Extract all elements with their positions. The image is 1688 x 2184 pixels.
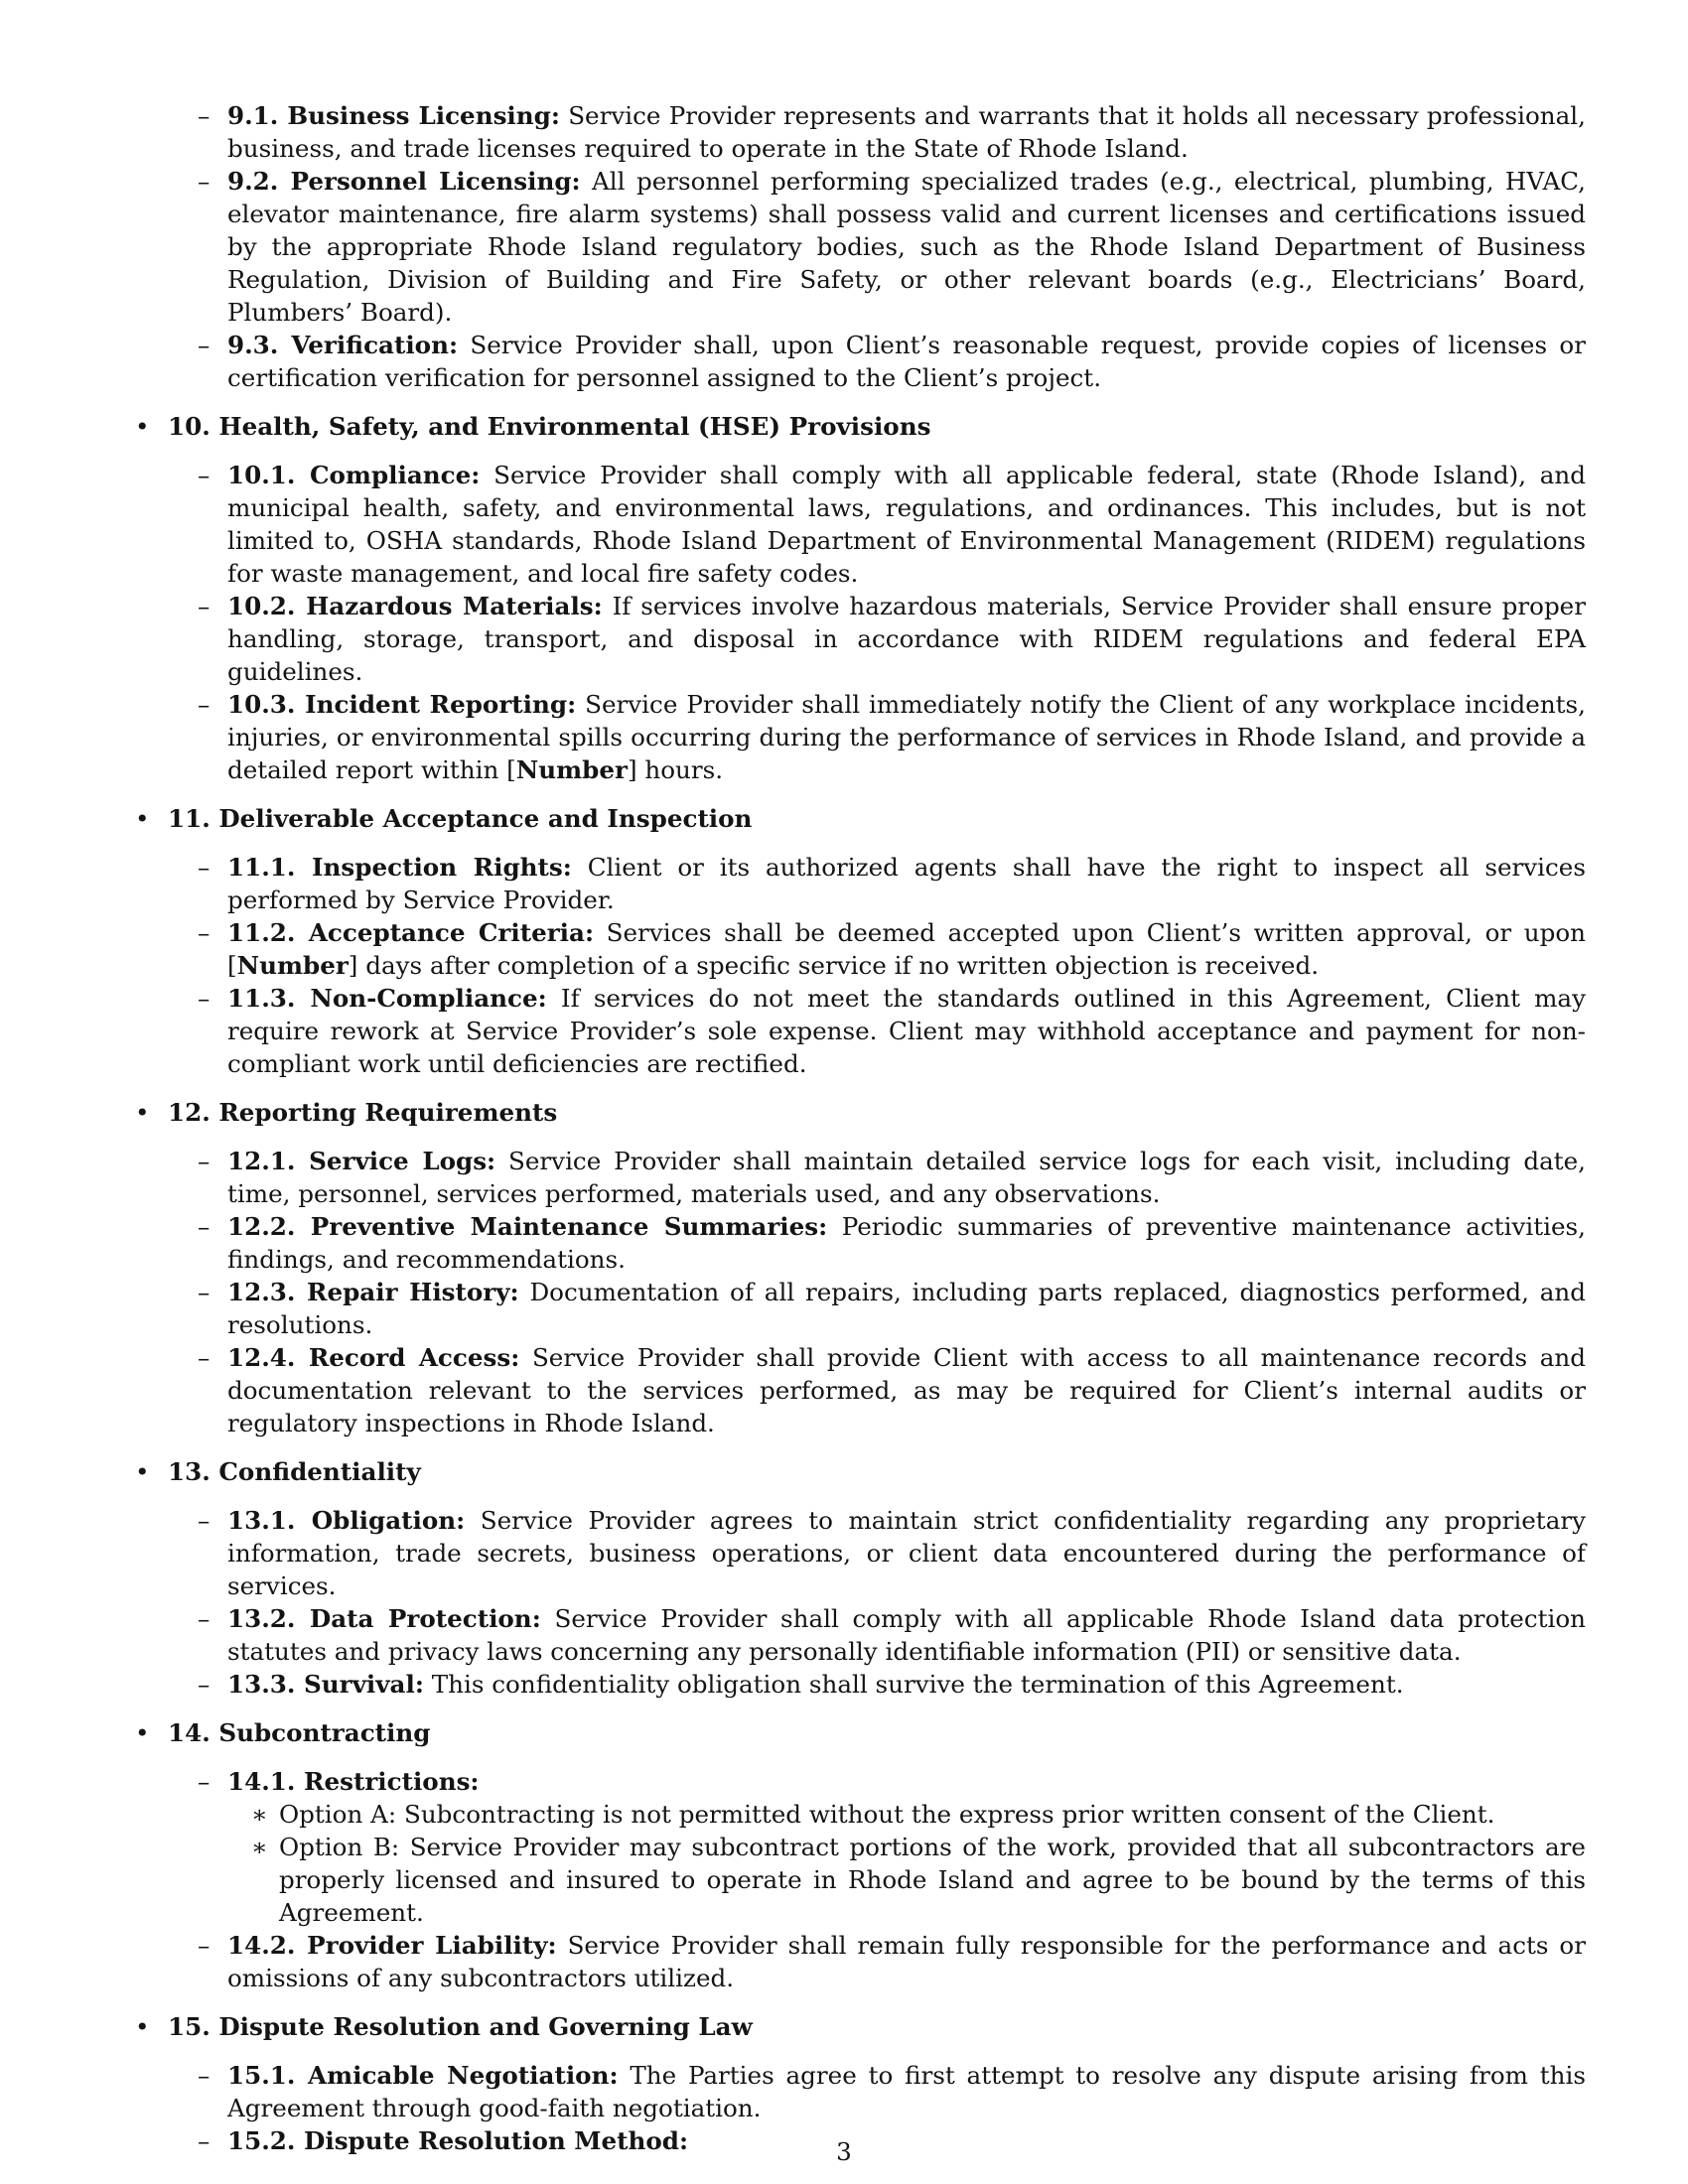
clause-list bbox=[168, 1145, 1586, 1439]
clause-text: All personnel performing specialized trades (e.g., electrical, plumbing, HVAC, elevator maintenance, fire alarm systems) shall possess valid and current licenses and certifications issued by the appropriate Rhode Island regulatory bodies, such as the Rhode Island Department of Business Regulation, Division of Building and Fire Safety, or other relevant boards (e.g., Electricians’ Board, Plumbers’ Board). bbox=[227, 167, 1586, 327]
page-content bbox=[135, 99, 1586, 2173]
clause-text: Service Provider agrees to maintain strict confidentiality regarding any proprietary information, trade secrets, business operations, or client data encountered during the performance of services. bbox=[227, 1506, 1587, 1600]
clause-text: If services do not meet the standards outlined in this Agreement, Client may require rework at Service Provider’s sole expense. Client may withhold acceptance and payment for non-compliant work until deficiencies are rectified. bbox=[227, 984, 1586, 1078]
dash-marker: – bbox=[198, 1506, 211, 1535]
clause-label: 9.3. Verification: bbox=[227, 331, 459, 359]
clause-text: Documentation of all repairs, including parts replaced, diagnostics performed, and resolutions. bbox=[227, 1278, 1587, 1339]
clause-label: 10.1. Compliance: bbox=[227, 461, 481, 489]
clause-item bbox=[198, 1602, 1586, 1668]
clause-text: If services involve hazardous materials, Service Provider shall ensure proper handling, storage, transport, and disposal in accordance with RIDEM regulations and federal EPA guidelines. bbox=[227, 592, 1586, 686]
dash-marker: – bbox=[198, 1147, 211, 1175]
dash-marker: – bbox=[198, 1604, 211, 1633]
clause-text: The Parties agree to first attempt to resolve any dispute arising from this Agreement through good-faith negotiation. bbox=[227, 2061, 1586, 2122]
dash-marker: – bbox=[198, 853, 211, 882]
clause-text: Service Provider shall, upon Client’s reasonable request, provide copies of licenses or certification verification for personnel assigned to the Client’s project. bbox=[227, 331, 1586, 392]
dash-marker: – bbox=[198, 167, 211, 196]
clause-item bbox=[198, 1668, 1586, 1701]
clause-item bbox=[198, 1210, 1586, 1276]
dash-marker: – bbox=[198, 1343, 211, 1372]
clause-item: – 10.3. Incident Reporting: Service Provider shall immediately notify the Client of any workplace incidents, injuries, or environmental spills occurring during the performance of services in Rhode Island, and provide a detailed report within [Number] hours. bbox=[198, 690, 1586, 784]
clause-label: 12.4. Record Access: bbox=[227, 1343, 520, 1372]
clause-item bbox=[198, 1929, 1586, 1994]
dash-marker: – bbox=[198, 984, 211, 1013]
star-marker: ∗ bbox=[251, 1833, 268, 1861]
bullet-marker: • bbox=[135, 1457, 150, 1486]
dash-marker: – bbox=[198, 690, 211, 719]
clause-text: Service Provider shall remain fully responsible for the performance and acts or omissions of any subcontractors utilized. bbox=[227, 1931, 1586, 1992]
clause-list bbox=[168, 99, 1586, 394]
placeholder-field: Number bbox=[515, 755, 628, 784]
clause-label: 13.3. Survival: bbox=[227, 1670, 424, 1699]
clause-text: Service Provider shall immediately notify the Client of any workplace incidents, injuries, or environmental spills occurring during the performance of services in Rhode Island, and provide a detailed report within bbox=[227, 690, 1586, 784]
page-number: 3 bbox=[836, 2137, 852, 2166]
option-text: Option A: Subcontracting is not permitted without the express prior written consent of the Client. bbox=[279, 1800, 1495, 1829]
dash-marker: – bbox=[198, 101, 211, 130]
dash-marker: – bbox=[198, 1767, 211, 1796]
section-title: 15. Dispute Resolution and Governing Law bbox=[168, 2012, 753, 2041]
option-list bbox=[227, 1798, 1586, 1929]
clause-list bbox=[168, 1765, 1586, 1994]
clause-label: 12.2. Preventive Maintenance Summaries: bbox=[227, 1212, 828, 1241]
clause-item bbox=[198, 1341, 1586, 1439]
bullet-marker: • bbox=[135, 412, 150, 441]
clause-item bbox=[198, 1145, 1586, 1210]
dash-marker: – bbox=[198, 2126, 211, 2155]
clause-item bbox=[198, 982, 1586, 1080]
bullet-marker: • bbox=[135, 804, 150, 833]
clause-label: 13.2. Data Protection: bbox=[227, 1604, 541, 1633]
clause-label: 9.1. Business Licensing: bbox=[227, 101, 560, 130]
clause-list bbox=[168, 1504, 1586, 1701]
section bbox=[135, 1455, 1586, 1701]
section-title: 11. Deliverable Acceptance and Inspection bbox=[168, 804, 753, 833]
clause-item bbox=[198, 329, 1586, 394]
dash-marker: – bbox=[198, 1278, 211, 1306]
clause-label: 14.1. Restrictions: bbox=[227, 1767, 480, 1796]
clause-label: 15.2. Dispute Resolution Method: bbox=[227, 2126, 689, 2155]
option-item bbox=[251, 1798, 1586, 1831]
clause-list bbox=[168, 459, 1586, 786]
clause-item: – 11.2. Acceptance Criteria: Services shall be deemed accepted upon Client’s written approval, or upon [Number] days after completion of a specific service if no written objection is received. bbox=[198, 918, 1586, 980]
clause-item bbox=[198, 851, 1586, 916]
clause-text: Periodic summaries of preventive maintenance activities, findings, and recommendations. bbox=[227, 1212, 1586, 1274]
section bbox=[135, 1096, 1586, 1439]
clause-text: Services shall be deemed accepted upon Client’s written approval, or upon bbox=[606, 918, 1586, 947]
clause-item bbox=[198, 99, 1586, 165]
section bbox=[135, 410, 1586, 786]
dash-marker: – bbox=[198, 1670, 211, 1699]
clause-label: 11.2. Acceptance Criteria: bbox=[227, 918, 595, 947]
option-item bbox=[251, 1831, 1586, 1929]
clause-list bbox=[168, 851, 1586, 1080]
clause-item bbox=[198, 165, 1586, 329]
section-title: 13. Confidentiality bbox=[168, 1457, 421, 1486]
clause-item bbox=[198, 459, 1586, 590]
bullet-marker: • bbox=[135, 2012, 150, 2041]
clause-text: Service Provider shall maintain detailed service logs for each visit, including date, time, personnel, services performed, materials used, and any observations. bbox=[227, 1147, 1586, 1208]
section-list bbox=[135, 99, 1586, 2157]
bullet-marker: • bbox=[135, 1098, 150, 1127]
section bbox=[135, 802, 1586, 1080]
clause-label: 14.2. Provider Liability: bbox=[227, 1931, 557, 1960]
section-title: 10. Health, Safety, and Environmental (HSE) Provisions bbox=[168, 412, 931, 441]
clause-text-after: hours. bbox=[636, 755, 724, 784]
clause-text: Service Provider shall provide Client with access to all maintenance records and documentation relevant to the services performed, as may be required for Client’s internal audits or regulatory inspections in Rhode Island. bbox=[227, 1343, 1586, 1437]
clause-item bbox=[198, 1765, 1586, 1929]
dash-marker: – bbox=[198, 331, 211, 359]
section-title: 14. Subcontracting bbox=[168, 1718, 431, 1747]
star-marker: ∗ bbox=[251, 1800, 268, 1829]
section-title: 12. Reporting Requirements bbox=[168, 1098, 558, 1127]
clause-label: 11.1. Inspection Rights: bbox=[227, 853, 572, 882]
dash-marker: – bbox=[198, 1931, 211, 1960]
placeholder-field: Number bbox=[236, 951, 349, 980]
clause-text: This confidentiality obligation shall survive the termination of this Agreement. bbox=[431, 1670, 1404, 1699]
clause-label: 13.1. Obligation: bbox=[227, 1506, 466, 1535]
clause-label: 12.1. Service Logs: bbox=[227, 1147, 496, 1175]
dash-marker: – bbox=[198, 461, 211, 489]
clause-label: 12.3. Repair History: bbox=[227, 1278, 519, 1306]
clause-label: 9.2. Personnel Licensing: bbox=[227, 167, 581, 196]
dash-marker: – bbox=[198, 592, 211, 620]
clause-text: Service Provider represents and warrants that it holds all necessary professional, business, and trade licenses required to operate in the State of Rhode Island. bbox=[227, 101, 1586, 163]
clause-item bbox=[198, 590, 1586, 688]
clause-text-after: days after completion of a specific service if no written objection is received. bbox=[357, 951, 1320, 980]
clause-text: Service Provider shall comply with all applicable federal, state (Rhode Island), and municipal health, safety, and environmental laws, regulations, and ordinances. This includes, but is not limited to, OSHA standards, Rhode Island Department of Environmental Management (RIDEM) regulations for waste management, and local fire safety codes. bbox=[227, 461, 1586, 588]
bullet-marker: • bbox=[135, 1718, 150, 1747]
option-text: Option B: Service Provider may subcontract portions of the work, provided that all subcontractors are properly licensed and insured to operate in Rhode Island and agree to be bound by the terms of this Agreement. bbox=[279, 1833, 1586, 1927]
clause-label: 11.3. Non-Compliance: bbox=[227, 984, 547, 1013]
clause-label: 10.3. Incident Reporting: bbox=[227, 690, 577, 719]
clause-label: 10.2. Hazardous Materials: bbox=[227, 592, 603, 620]
clause-label: 15.1. Amicable Negotiation: bbox=[227, 2061, 619, 2090]
section bbox=[135, 99, 1586, 394]
clause-item bbox=[198, 1276, 1587, 1341]
section bbox=[135, 2010, 1586, 2157]
clause-text: Service Provider shall comply with all applicable Rhode Island data protection statutes and privacy laws concerning any personally identifiable information (PII) or sensitive data. bbox=[227, 1604, 1586, 1666]
dash-marker: – bbox=[198, 2061, 211, 2090]
section bbox=[135, 1716, 1586, 1994]
dash-marker: – bbox=[198, 1212, 211, 1241]
dash-marker: – bbox=[198, 918, 211, 947]
clause-item bbox=[198, 2059, 1586, 2124]
clause-item bbox=[198, 1504, 1587, 1602]
clause-text: Client or its authorized agents shall have the right to inspect all services performed by Service Provider. bbox=[227, 853, 1586, 914]
